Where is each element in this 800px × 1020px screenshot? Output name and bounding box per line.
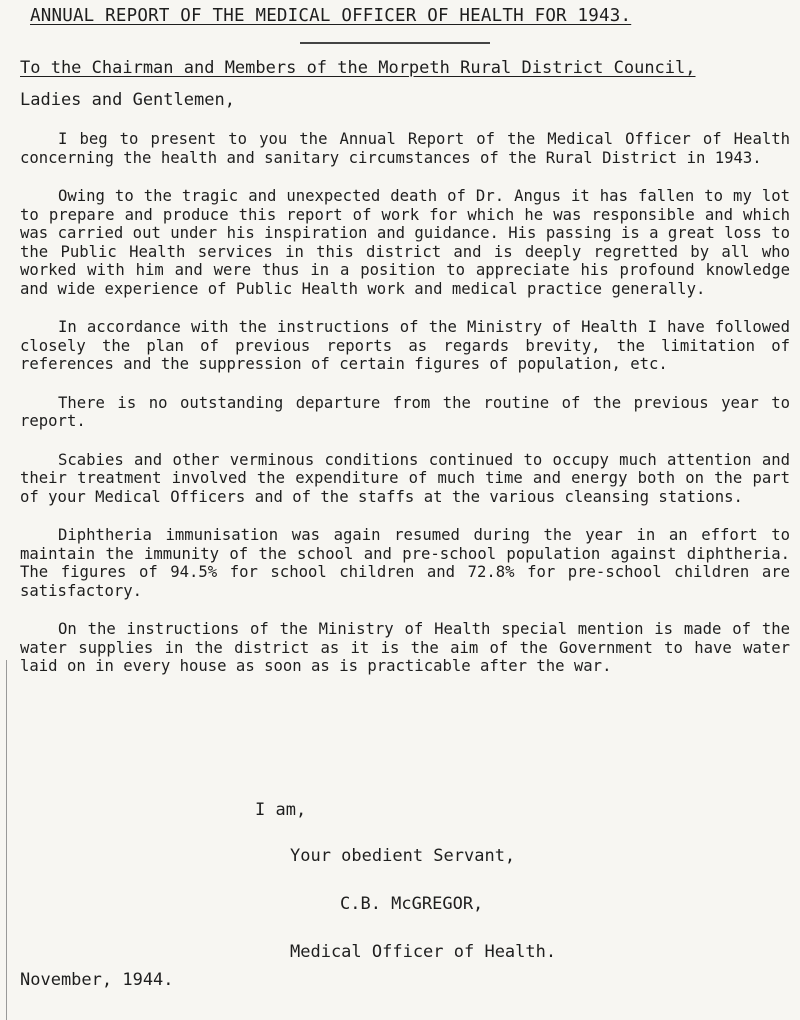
binding-margin-line [6,660,7,1020]
signatory-name: C.B. McGREGOR, [340,894,484,914]
letter-body [20,130,790,696]
paragraph-scabies: Scabies and other verminous conditions continued to occupy much attention and their treatment involved the expenditure of much time and energy both on the part of your Medical Officers and of the staffs at the various cleansing stations. [20,450,790,506]
addressee-line: To the Chairman and Members of the Morpeth Rural District Council, [20,58,696,78]
closing-servant: Your obedient Servant, [290,846,516,866]
report-title: ANNUAL REPORT OF THE MEDICAL OFFICER OF HEALTH FOR 1943. [30,6,632,26]
paragraph-routine: There is no outstanding departure from the routine of the previous year to report. [20,393,790,430]
paragraph-ministry-plan: In accordance with the instructions of the Ministry of Health I have followed closely the plan of previous reports as regards brevity, the limitation of references and the suppression of certain figures of population, etc. [20,318,790,373]
letter-date: November, 1944. [20,970,174,990]
title-rule [300,42,490,44]
closing-i-am: I am, [255,800,307,820]
paragraph-tribute: Owing to the tragic and unexpected death of Dr. Angus it has fallen to my lot to prepare and produce this report of work for which he was responsible and which was carried out under his inspiration and guidance. His passing is a great loss to the Public Health services in this district and is deeply regretted by all who worked with him and were thus in a position to appreciate his profound knowledge and wide experience of Public Health work and medical practice generally. [20,187,790,298]
paragraph-water-supply: On the instructions of the Ministry of Health special mention is made of the water supplies in the district as it is the aim of the Government to have water laid on in every house as soon as is practicable after the war. [20,620,790,675]
signatory-role: Medical Officer of Health. [290,942,557,962]
salutation: Ladies and Gentlemen, [20,90,235,110]
paragraph-intro: I beg to present to you the Annual Report of the Medical Officer of Health concerning the health and sanitary circumstances of the Rural District in 1943. [20,130,790,167]
paragraph-diphtheria: Diphtheria immunisation was again resumed during the year in an effort to maintain the immunity of the school and pre-school population against diphtheria. The figures of 94.5% for school children and 72.8% for pre-school children are satisfactory. [20,526,790,600]
